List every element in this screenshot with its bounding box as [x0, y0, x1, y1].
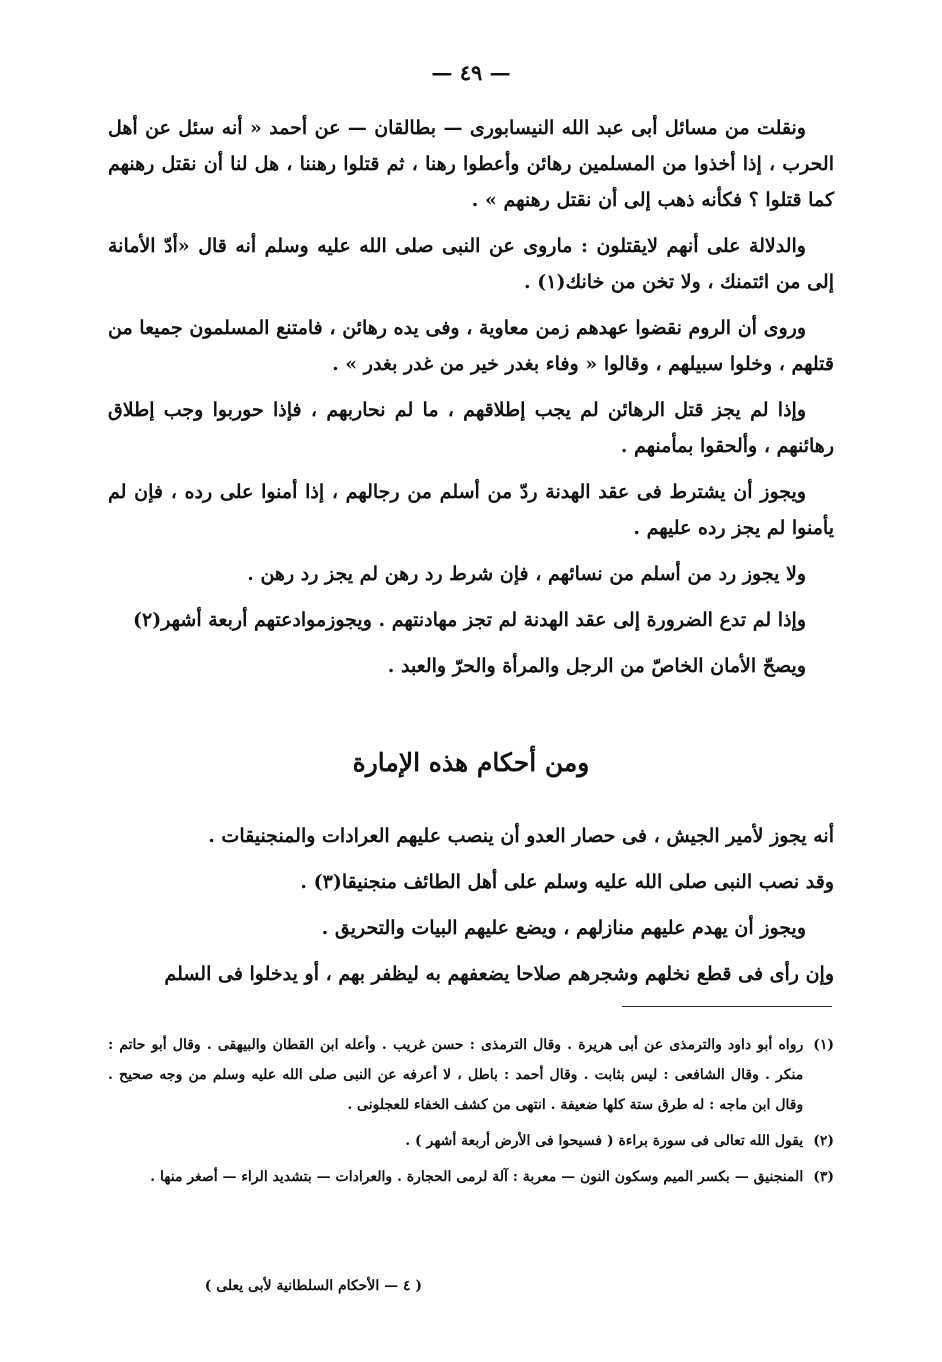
paragraph: وإذا لم يجز قتل الرهائن لم يجب إطلاقهم ، ما لم نحاربهم ، فإذا حوربوا وجب إطلاق رهائنهم ، وألحقوا بمأمنهم . [108, 399, 834, 457]
footnote [108, 1162, 834, 1192]
footnote-text: يقول الله تعالى فى سورة براءة ( فسيحوا فى الأرض أربعة أشهر ) . [405, 1133, 804, 1149]
footnote [108, 1030, 834, 1120]
body-text-section-1 [108, 110, 834, 694]
paragraph: ويصحّ الأمان الخاصّ من الرجل والمرأة والحرّ والعبد . [387, 655, 806, 677]
paragraph: وإن رأى فى قطع نخلهم وشجرهم صلاحا يضعفهم به ليظفر بهم ، أو يدخلوا فى السلم [164, 963, 834, 985]
footnote-marker: (١) [813, 1037, 834, 1053]
footnote-text: المنجنيق — بكسر الميم وسكون النون — معربة : آلة لرمى الحجارة . والعرادات — بتشديد الراء — أصغر منها . [150, 1169, 804, 1185]
body-text-section-2 [108, 818, 834, 1002]
footnote-text: رواه أبو داود والترمذى عن أبى هريرة . وقال الترمذى : حسن غريب . وأعله ابن القطان والبيهقى . وقال أبو حاتم : منكر . وقال الشافعى : ليس بثابت . وقال أحمد : باطل ، لا أعرفه عن النبى صلى الله عليه وسلم من وجه صحيح . وقال ابن ماجه : له طرق ستة كلها ضعيفة . انتهى من كشف الخفاء للعجلونى . [108, 1037, 804, 1113]
paragraph: ولا يجوز رد من أسلم من نسائهم ، فإن شرط رد رهن لم يجز رد رهن . [247, 563, 806, 585]
paragraph: أنه يجوز لأمير الجيش ، فى حصار العدو أن ينصب عليهم العرادات والمنجنيقات . [208, 825, 834, 847]
footnote [108, 1126, 834, 1156]
paragraph: ويجوز أن يهدم عليهم منازلهم ، ويضع عليهم البيات والتحريق . [321, 917, 806, 939]
paragraph: ويجوز أن يشترط فى عقد الهدنة ردّ من أسلم من رجالهم ، إذا أمنوا على رده ، فإن لم يأمنوا لم يجز رده عليهم . [108, 481, 834, 539]
footnotes [108, 1030, 834, 1198]
paragraph: ونقلت من مسائل أبى عبد الله النيسابورى — بطالقان — عن أحمد « أنه سئل عن أهل الحرب ، إذا أخذوا من المسلمين رهائن وأعطوا رهنا ، ثم قتلوا رهننا ، هل لنا أن نقتل رهنهم كما قتلوا ؟ فكأنه ذهب إلى أن نقتل رهنهم » . [108, 117, 834, 211]
section-heading: ومن أحكام هذه الإمارة [352, 748, 590, 777]
footnote-marker: (٢) [813, 1133, 834, 1149]
page-number: — ٤٩ — [431, 60, 511, 85]
paragraph: وإذا لم تدع الضرورة إلى عقد الهدنة لم تجز مهادنتهم . ويجوزموادعتهم أربعة أشهر(٢) [132, 609, 806, 631]
paragraph: والدلالة على أنهم لايقتلون : ماروى عن النبى صلى الله عليه وسلم أنه قال «أدّ الأمانة إلى من ائتمنك ، ولا تخن من خانك(١) . [108, 235, 834, 293]
paragraph: وروى أن الروم نقضوا عهدهم زمن معاوية ، وفى يده رهائن ، فامتنع المسلمون جميعا من قتلهم ، وخلوا سبيلهم ، وقالوا « وفاء بغدر خير من غدر بغدر » . [108, 317, 834, 375]
footnote-marker: (٣) [813, 1169, 834, 1185]
footnote-divider [622, 1006, 832, 1007]
paragraph: وقد نصب النبى صلى الله عليه وسلم على أهل الطائف منجنيقا(٣) . [300, 871, 834, 893]
book-signature: ( ٤ — الأحكام السلطانية لأبى يعلى ) [204, 1278, 422, 1294]
